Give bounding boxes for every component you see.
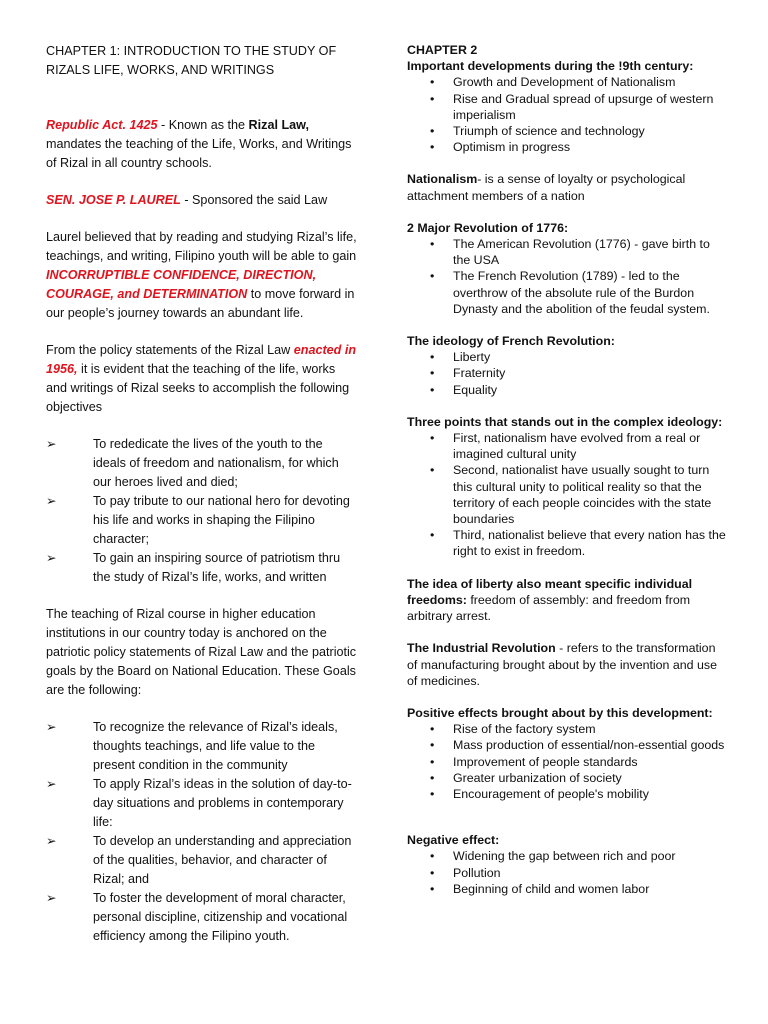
revolutions-list (407, 236, 729, 317)
republic-act-text: - Known as the (157, 118, 249, 132)
revolution-text: The American Revolution (1776) - gave birth to the USA (453, 237, 710, 268)
dot-bullet-icon: • (430, 124, 435, 139)
dot-bullet-icon: • (430, 865, 435, 880)
ideology-list (407, 349, 729, 398)
dot-bullet-icon: • (430, 722, 435, 737)
list-item (46, 889, 358, 946)
list-item (407, 123, 729, 139)
list-item (46, 775, 358, 832)
developments-list (407, 74, 729, 155)
positive-text: Encouragement of people's mobility (453, 786, 649, 801)
chapter-2-title: CHAPTER 2 (407, 43, 478, 57)
list-item (407, 430, 729, 462)
list-item (407, 349, 729, 365)
arrow-bullet-icon: ➢ (46, 437, 57, 451)
goal-text: To develop an understanding and appreciation of the qualities, behavior, and character of Rizal; and (93, 834, 352, 886)
objective-text: To gain an inspiring source of patriotism thru the study of Rizal’s life, works, and written (93, 551, 341, 584)
list-item (46, 832, 358, 889)
senator-paragraph (46, 191, 358, 210)
liberty-paragraph (407, 576, 729, 625)
arrow-bullet-icon: ➢ (46, 834, 57, 848)
nationalism-label: Nationalism (407, 172, 478, 187)
policy-text: From the policy statements of the Rizal Law (46, 343, 294, 357)
positive-heading: Positive effects brought about by this development: (407, 705, 713, 720)
goals-list (46, 718, 358, 946)
goal-text: To apply Rizal’s ideas in the solution of day-to-day situations and problems in contemporary life: (93, 777, 352, 829)
three-points-list (407, 430, 729, 560)
dot-bullet-icon: • (430, 140, 435, 155)
negative-text: Beginning of child and women labor (453, 881, 650, 896)
list-item (407, 91, 729, 123)
positive-list (407, 721, 729, 802)
point-text: Second, nationalist have usually sought to turn this cultural unity to political reality so that the territory of each people coincides with the state boundaries (453, 463, 712, 527)
dot-bullet-icon: • (430, 91, 435, 106)
list-item (407, 236, 729, 268)
revolution-heading: 2 Major Revolution of 1776: (407, 220, 569, 235)
point-text: First, nationalism have evolved from a real or imagined cultural unity (453, 431, 701, 462)
list-item (46, 718, 358, 775)
development-text: Growth and Development of Nationalism (453, 75, 676, 90)
developments-heading: Important developments during the !9th century: (407, 59, 694, 74)
industrial-text: - refers to the transformation of manufacturing brought about by the invention and use of medicines. (407, 641, 717, 688)
dot-bullet-icon: • (430, 786, 435, 801)
teaching-paragraph: The teaching of Rizal course in higher education institutions in our country today is anchored on the patriotic policy statements of Rizal Law and the patriotic goals by the Board on National Education. These Goals are the following: (46, 607, 357, 697)
list-item (407, 74, 729, 90)
policy-highlight: enacted in 1956, (46, 343, 357, 376)
senator-label: SEN. JOSE P. LAUREL (46, 193, 181, 207)
ideology-heading: The ideology of French Revolution: (407, 334, 615, 349)
list-item (407, 382, 729, 398)
industrial-heading: The Industrial Revolution (407, 641, 556, 656)
dot-bullet-icon: • (430, 75, 435, 90)
liberty-text: freedom of assembly: and freedom from arbitrary arrest. (407, 592, 691, 624)
development-text: Rise and Gradual spread of upsurge of western imperialism (453, 91, 714, 122)
list-item (46, 492, 358, 549)
negative-heading: Negative effect: (407, 833, 500, 848)
dot-bullet-icon: • (430, 770, 435, 785)
dot-bullet-icon: • (430, 237, 435, 252)
dot-bullet-icon: • (430, 849, 435, 864)
list-item (407, 865, 729, 881)
republic-act-label: Republic Act. 1425 (46, 118, 158, 132)
arrow-bullet-icon: ➢ (46, 891, 57, 905)
dot-bullet-icon: • (430, 350, 435, 365)
policy-text-2: it is evident that the teaching of the life, works and writings of Rizal seeks to accomplish the following objectives (46, 362, 350, 414)
chapter-1-title: CHAPTER 1: INTRODUCTION TO THE STUDY OF RIZALS LIFE, WORKS, AND WRITINGS (46, 44, 337, 77)
list-item (407, 786, 729, 802)
ideology-text: Fraternity (453, 366, 506, 381)
laurel-text: Laurel believed that by reading and studying Rizal’s life, teachings, and writing, Filipino youth will be able to gain (46, 230, 357, 263)
left-column (46, 42, 358, 946)
dot-bullet-icon: • (430, 528, 435, 543)
three-points-heading: Three points that stands out in the complex ideology: (407, 414, 723, 429)
republic-act-paragraph (46, 116, 358, 173)
list-item (407, 268, 729, 317)
rizal-law-label: Rizal Law, (248, 118, 309, 132)
nationalism-paragraph (407, 171, 729, 203)
development-text: Triumph of science and technology (453, 124, 645, 139)
list-item (407, 139, 729, 155)
list-item (407, 881, 729, 897)
policy-paragraph (46, 341, 358, 417)
arrow-bullet-icon: ➢ (46, 494, 57, 508)
senator-text: - Sponsored the said Law (180, 193, 328, 207)
positive-text: Mass production of essential/non-essential goods (453, 738, 725, 753)
dot-bullet-icon: • (430, 269, 435, 284)
dot-bullet-icon: • (430, 463, 435, 478)
list-item (407, 721, 729, 737)
ideology-text: Liberty (453, 350, 491, 365)
objective-text: To rededicate the lives of the youth to the ideals of freedom and nationalism, for which our heroes lived and died; (93, 437, 339, 489)
positive-text: Improvement of people standards (453, 754, 638, 769)
list-item (407, 462, 729, 527)
objectives-list (46, 435, 358, 587)
arrow-bullet-icon: ➢ (46, 720, 57, 734)
liberty-heading: The idea of liberty also meant specific individual freedoms: (407, 576, 693, 607)
dot-bullet-icon: • (430, 754, 435, 769)
negative-text: Pollution (453, 865, 501, 880)
list-item (407, 365, 729, 381)
dot-bullet-icon: • (430, 881, 435, 896)
arrow-bullet-icon: ➢ (46, 551, 57, 565)
list-item (407, 754, 729, 770)
point-text: Third, nationalist believe that every nation has the right to exist in freedom. (453, 528, 726, 559)
laurel-paragraph (46, 228, 358, 323)
goal-text: To recognize the relevance of Rizal’s ideals, thoughts teachings, and life value to the present condition in the community (93, 720, 338, 772)
negative-text: Widening the gap between rich and poor (453, 849, 676, 864)
laurel-highlight: INCORRUPTIBLE CONFIDENCE, DIRECTION, COURAGE, and DETERMINATION (46, 268, 317, 301)
right-column (407, 42, 729, 897)
industrial-paragraph (407, 640, 729, 689)
list-item (407, 848, 729, 864)
list-item (46, 549, 358, 587)
arrow-bullet-icon: ➢ (46, 777, 57, 791)
positive-text: Greater urbanization of society (453, 770, 622, 785)
objective-text: To pay tribute to our national hero for devoting his life and works in shaping the Filipino character; (93, 494, 350, 546)
dot-bullet-icon: • (430, 382, 435, 397)
positive-text: Rise of the factory system (453, 722, 596, 737)
development-text: Optimism in progress (453, 140, 571, 155)
negative-list (407, 848, 729, 897)
goal-text: To foster the development of moral character, personal discipline, citizenship and vocational efficiency among the Filipino youth. (93, 891, 348, 943)
nationalism-text: - is a sense of loyalty or psychological attachment members of a nation (407, 172, 686, 203)
dot-bullet-icon: • (430, 366, 435, 381)
list-item (407, 737, 729, 753)
list-item (46, 435, 358, 492)
list-item (407, 770, 729, 786)
revolution-text: The French Revolution (1789) - led to the overthrow of the absolute rule of the Burdon Dynasty and the abolition of the feudal system. (453, 269, 710, 316)
laurel-text-2: to move forward in our people’s journey towards an abundant life. (46, 287, 355, 320)
dot-bullet-icon: • (430, 431, 435, 446)
ideology-text: Equality (453, 382, 498, 397)
list-item (407, 527, 729, 559)
republic-act-text-2: mandates the teaching of the Life, Works, and Writings of Rizal in all country schools. (46, 137, 352, 170)
dot-bullet-icon: • (430, 738, 435, 753)
